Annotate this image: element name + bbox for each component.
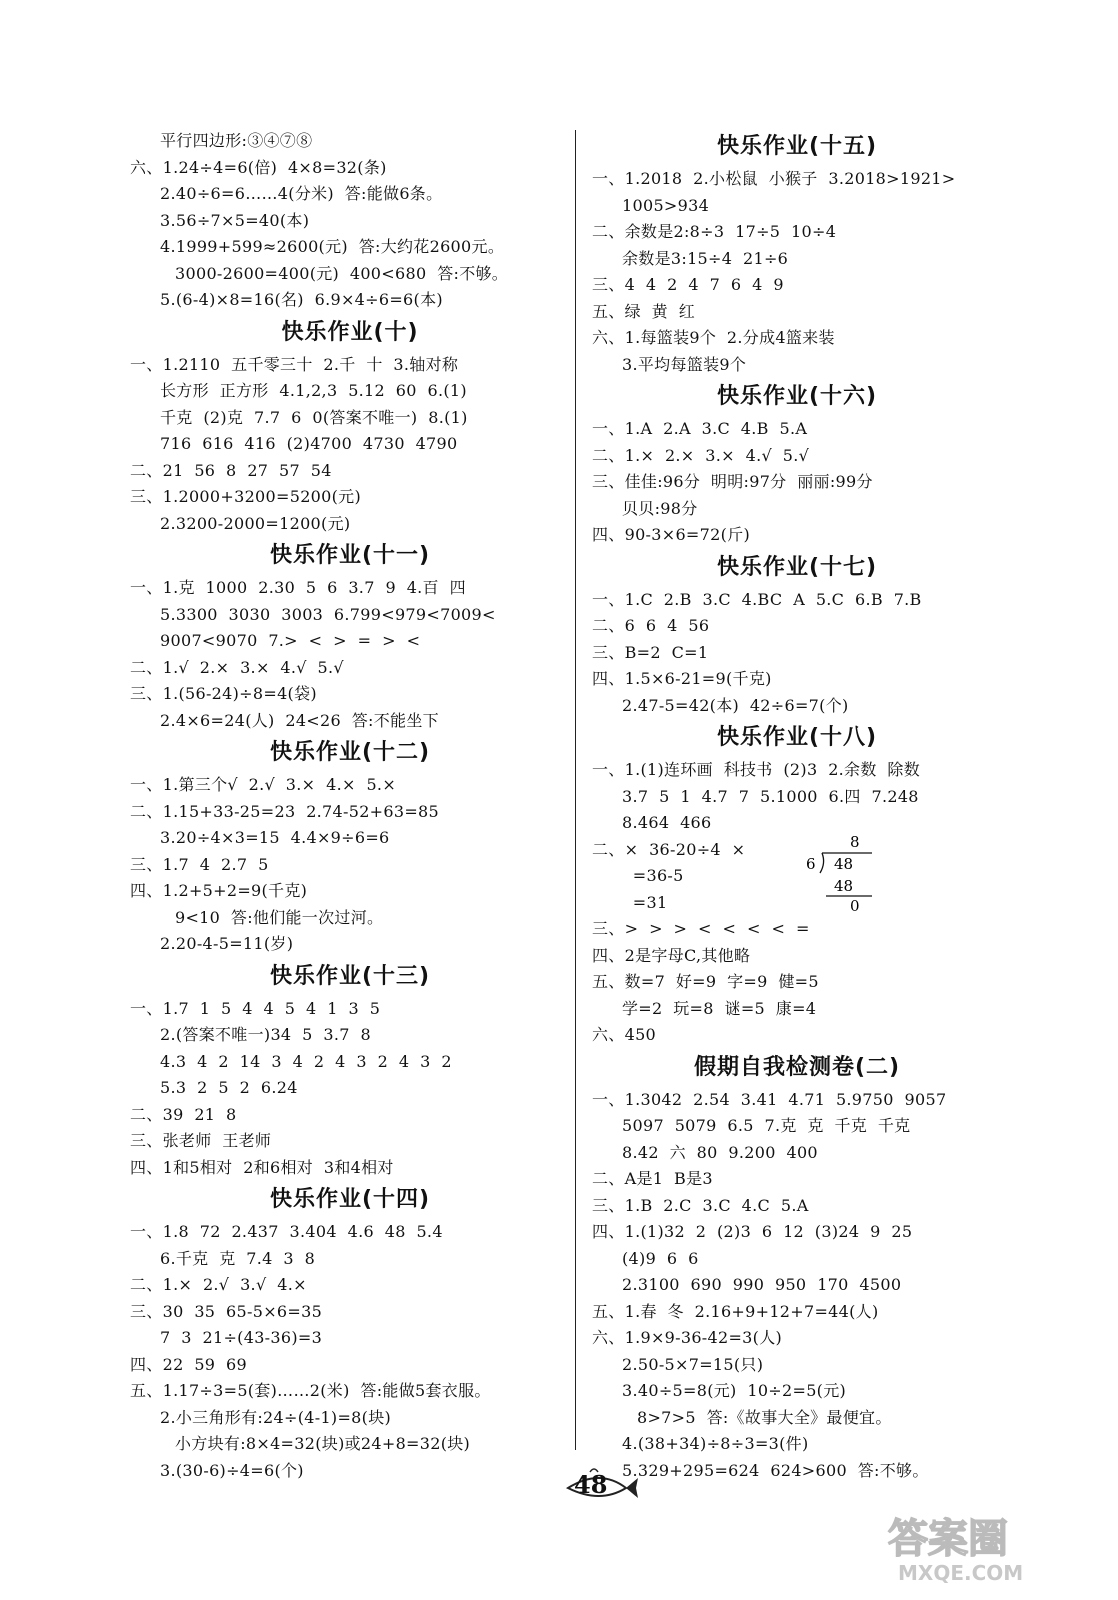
division-bracket <box>820 853 824 873</box>
division-remainder: 0 <box>850 896 860 915</box>
answer-line: 长方形 正方形 4.1,2,3 5.12 60 6.(1) <box>160 381 467 400</box>
answer-line: 三、> > > < < < < = <box>592 919 810 938</box>
answer-line: 9<10 答:他们能一次过河。 <box>175 907 384 927</box>
answer-line: 三、B=2 C=1 <box>592 642 709 662</box>
page-number <box>560 1466 640 1506</box>
answer-line: 五、1.17÷3=5(套)……2(米) 答:能做5套衣服。 <box>130 1381 491 1400</box>
answer-line: 8.42 六 80 9.200 400 <box>622 1142 818 1162</box>
answer-line: 2.(答案不唯一)34 5 3.7 8 <box>160 1025 372 1044</box>
answer-line: 三、4 4 2 4 7 6 4 9 <box>592 275 784 294</box>
answer-line: 四、1.5×6-21=9(千克) <box>592 669 772 688</box>
answer-line: 三、佳佳:96分 明明:97分 丽丽:99分 <box>592 472 873 491</box>
section-title: 快乐作业(十一) <box>269 543 431 568</box>
answer-line: 二、39 21 8 <box>130 1104 237 1124</box>
right-column <box>592 128 1002 1484</box>
answer-line: 三、1.7 4 2.7 5 <box>130 854 269 874</box>
answer-line: 3.20÷4×3=15 4.4×9÷6=6 <box>160 828 390 847</box>
answer-line: 平行四边形:③④⑦⑧ <box>160 131 313 150</box>
answer-line: 3.平均每篮装9个 <box>622 354 747 374</box>
answer-line: 三、张老师 王老师 <box>130 1131 272 1150</box>
answer-line: 2.4×6=24(人) 24<26 答:不能坐下 <box>160 710 439 730</box>
answer-line: 3.56÷7×5=40(本) <box>160 210 310 230</box>
answer-line: 二、6 6 4 56 <box>592 616 710 635</box>
section-title: 快乐作业(十二) <box>269 740 431 765</box>
section-title: 快乐作业(十六) <box>716 384 878 409</box>
answer-line: 四、1.(1)32 2 (2)3 6 12 (3)24 9 25 <box>592 1222 913 1241</box>
answer-line: 2.20-4-5=11(岁) <box>160 934 294 953</box>
answer-line: 一、1.8 72 2.437 3.404 4.6 48 5.4 <box>130 1222 443 1241</box>
section-title: 快乐作业(十七) <box>716 554 878 580</box>
answer-line: =36-5 <box>622 866 684 885</box>
division-divisor: 6 <box>806 854 816 873</box>
answer-line: 三、30 35 65-5×6=35 <box>130 1301 323 1321</box>
answer-line: 一、1.克 1000 2.30 5 6 3.7 9 4.百 四 <box>130 578 466 597</box>
page-number-text: 48 <box>574 1470 608 1499</box>
section-title: 假期自我检测卷(二) <box>693 1054 901 1080</box>
answer-line: 2.小三角形有:24÷(4-1)=8(块) <box>160 1407 392 1427</box>
long-division-figure <box>802 831 892 915</box>
answer-line: 4.3 4 2 14 3 4 2 4 3 2 4 3 2 <box>160 1051 452 1071</box>
answer-line: 6.千克 克 7.4 3 8 <box>160 1248 316 1268</box>
answer-line: 一、1.2110 五千零三十 2.千 十 3.轴对称 <box>130 354 459 374</box>
answer-line: 一、1.A 2.A 3.C 4.B 5.A <box>592 419 808 438</box>
watermark <box>878 1508 1098 1588</box>
answer-line: 二、1.× 2.× 3.× 4.√ 5.√ <box>592 445 810 465</box>
answer-line: 千克 (2)克 7.7 6 0(答案不唯一) 8.(1) <box>160 407 468 427</box>
division-answer <box>592 832 1002 917</box>
answer-line: 3000-2600=400(元) 400<680 答:不够。 <box>175 263 509 283</box>
answer-line: 2.3200-2000=1200(元) <box>160 513 351 533</box>
answer-line: 2.3100 690 990 950 170 4500 <box>622 1275 902 1294</box>
section-title: 快乐作业(十) <box>281 319 419 345</box>
answer-line: 3.(30-6)÷4=6(个) <box>160 1460 304 1480</box>
answer-line: 小方块有:8×4=32(块)或24+8=32(块) <box>175 1434 471 1453</box>
answer-line: 四、2是字母C,其他略 <box>592 945 751 965</box>
answer-line: 5.3300 3030 3003 6.799<979<7009< <box>160 604 496 624</box>
answer-line: 四、1.2+5+2=9(千克) <box>130 881 308 900</box>
division-product: 48 <box>834 876 854 895</box>
answer-line: 五、1.春 冬 2.16+9+12+7=44(人) <box>592 1301 879 1321</box>
answer-line: 4.(38+34)÷8÷3=3(件) <box>622 1434 809 1453</box>
division-quotient: 8 <box>850 832 860 851</box>
division-dividend: 48 <box>834 854 854 873</box>
answer-line: 5.329+295=624 624>600 答:不够。 <box>622 1460 929 1480</box>
answer-line: 1005>934 <box>622 195 710 215</box>
answer-line: 余数是3:15÷4 21÷6 <box>622 248 789 268</box>
answer-line: 一、1.7 1 5 4 4 5 4 1 3 5 <box>130 998 381 1018</box>
answer-line: 一、1.C 2.B 3.C 4.BC A 5.C 6.B 7.B <box>592 589 922 609</box>
answer-line: 8>7>5 答:《故事大全》最便宜。 <box>637 1407 892 1427</box>
answer-line: 三、1.2000+3200=5200(元) <box>130 487 362 506</box>
answer-line: 716 616 416 (2)4700 4730 4790 <box>160 434 458 453</box>
answer-line: 学=2 玩=8 谜=5 康=4 <box>622 998 817 1018</box>
answer-line: 二、余数是2:8÷3 17÷5 10÷4 <box>592 222 837 241</box>
answer-line: 二、× 36-20÷4 × <box>592 839 746 859</box>
left-column <box>130 128 570 1484</box>
answer-line: 六、1.每篮装9个 2.分成4篮来装 <box>592 328 835 347</box>
column-divider <box>575 130 576 1450</box>
answer-line: 二、A是1 B是3 <box>592 1169 713 1188</box>
answer-line: 一、1.3042 2.54 3.41 4.71 5.9750 9057 <box>592 1089 947 1109</box>
answer-line: 贝贝:98分 <box>622 498 698 518</box>
answer-line: 三、1.B 2.C 3.C 4.C 5.A <box>592 1195 809 1215</box>
section-title: 快乐作业(十四) <box>269 1187 431 1212</box>
answer-line: 2.47-5=42(本) 42÷6=7(个) <box>622 695 849 715</box>
answer-line: 2.40÷6=6……4(分米) 答:能做6条。 <box>160 184 443 203</box>
answer-line: 4.1999+599≈2600(元) 答:大约花2600元。 <box>160 237 505 256</box>
answer-line: 8.464 466 <box>622 813 712 832</box>
section-title: 快乐作业(十三) <box>269 963 431 989</box>
answer-line: 四、90-3×6=72(斤) <box>592 525 750 544</box>
answer-line: 三、1.(56-24)÷8=4(袋) <box>130 684 317 703</box>
answer-line: 一、1.第三个√ 2.√ 3.× 4.× 5.× <box>130 775 397 794</box>
answer-line: 2.50-5×7=15(只) <box>622 1354 764 1374</box>
answer-line: 5097 5079 6.5 7.克 克 千克 千克 <box>622 1116 911 1135</box>
watermark-logo <box>878 1508 1098 1588</box>
answer-line: 四、22 59 69 <box>130 1354 248 1374</box>
section-title: 快乐作业(十五) <box>716 134 878 159</box>
answer-line: 五、绿 黄 红 <box>592 301 696 321</box>
answer-line: 六、1.9×9-36-42=3(人) <box>592 1328 783 1347</box>
answer-line: 7 3 21÷(43-36)=3 <box>160 1328 323 1347</box>
answer-line: 六、1.24÷4=6(倍) 4×8=32(条) <box>130 157 387 177</box>
answer-line: 六、450 <box>592 1025 657 1044</box>
answer-line: 3.40÷5=8(元) 10÷2=5(元) <box>622 1381 847 1400</box>
answer-line: 二、1.√ 2.× 3.× 4.√ 5.√ <box>130 657 344 677</box>
answer-line: 二、1.× 2.√ 3.√ 4.× <box>130 1275 307 1294</box>
answer-line: 四、1和5相对 2和6相对 3和4相对 <box>130 1157 394 1177</box>
answer-line: 3.7 5 1 4.7 7 5.1000 6.四 7.248 <box>622 786 919 806</box>
answer-line: =31 <box>622 892 668 912</box>
watermark-logo-text: 答案圈 <box>888 1516 1008 1562</box>
answer-line: 5.3 2 5 2 6.24 <box>160 1078 298 1097</box>
answer-line: (4)9 6 6 <box>622 1248 699 1268</box>
answer-line: 二、1.15+33-25=23 2.74-52+63=85 <box>130 801 440 821</box>
answer-line: 一、1.2018 2.小松鼠 小猴子 3.2018>1921> <box>592 169 956 188</box>
answer-line: 9007<9070 7.> < > = > < <box>160 631 421 650</box>
section-title: 快乐作业(十八) <box>716 725 878 750</box>
watermark-url: MXQE.COM <box>898 1561 1024 1585</box>
answer-line: 五、数=7 好=9 字=9 健=5 <box>592 972 819 991</box>
answer-line: 一、1.(1)连环画 科技书 (2)3 2.余数 除数 <box>592 760 921 779</box>
answer-line: 二、21 56 8 27 57 54 <box>130 460 332 480</box>
answer-line: 5.(6-4)×8=16(名) 6.9×4÷6=6(本) <box>160 290 443 309</box>
